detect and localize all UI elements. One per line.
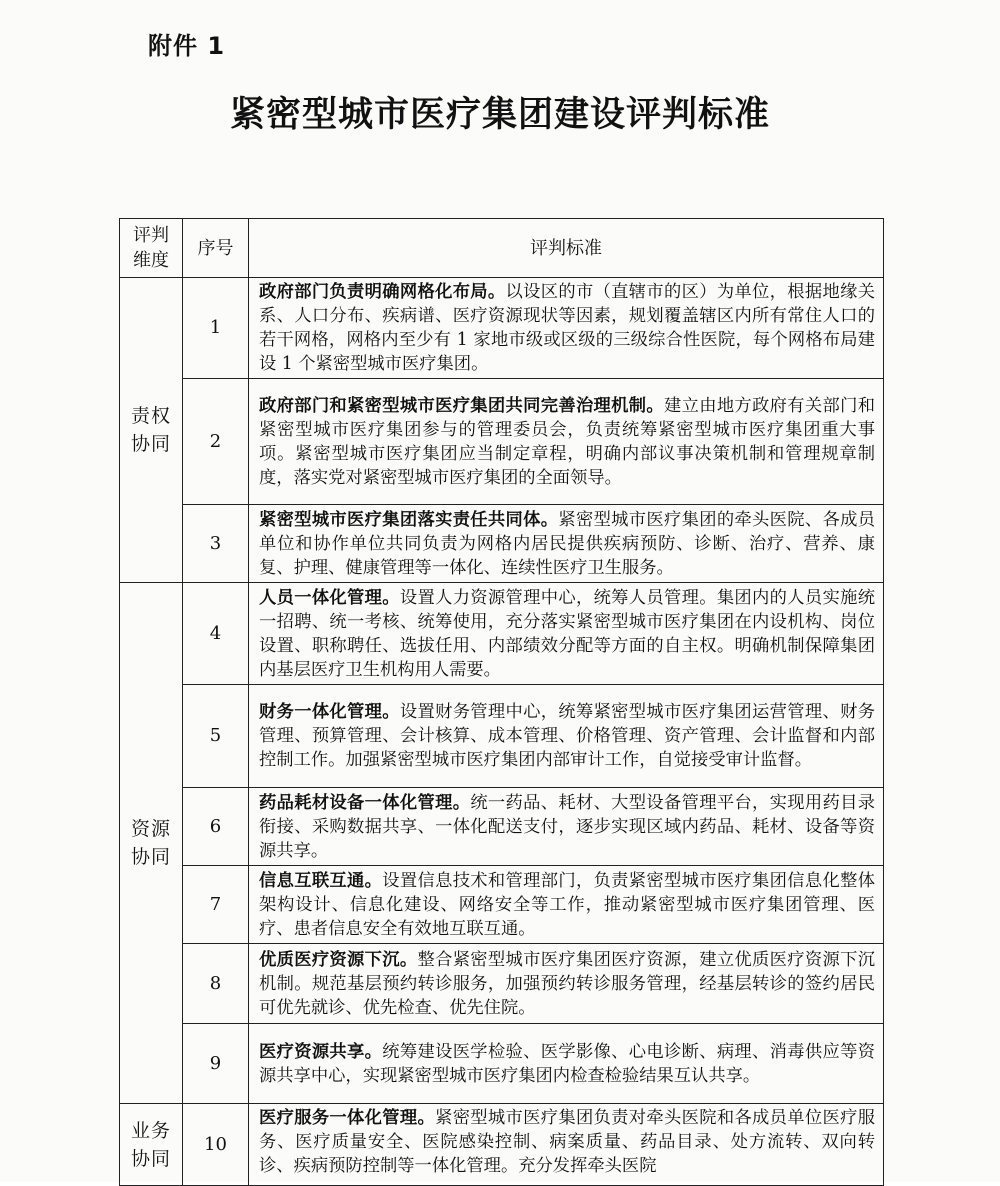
- criteria-heading: 政府部门负责明确网格化布局。: [259, 282, 506, 302]
- row-number: 1: [183, 278, 249, 379]
- evaluation-criteria-table: [119, 218, 884, 1186]
- dimension-business-label: 业务协同: [130, 1119, 171, 1170]
- criteria-text: 整合紧密型城市医疗集团医疗资源，建立优质医疗资源下沉机制。规范基层预约转诊服务，加强预约转诊服务管理，经基层转诊的签约居民可优先就诊、优先检查、优先住院。: [259, 949, 875, 1018]
- table-row: [120, 583, 884, 685]
- criteria-heading: 财务一体化管理。: [259, 702, 400, 722]
- criteria-cell: [249, 866, 884, 944]
- header-index: 序号: [183, 219, 249, 278]
- table-row: [120, 866, 884, 944]
- table-header-row: [120, 219, 884, 278]
- table-row: [120, 944, 884, 1024]
- dimension-responsibility: [120, 278, 183, 583]
- table-row: [120, 685, 884, 788]
- criteria-text: 以设区的市（直辖市的区）为单位，根据地缘关系、人口分布、疾病谱、医疗资源现状等因素，规划覆盖辖区内所有常住人口的若干网格，网格内至少有 1 家地市级或区级的三级综合性医院，每个网格布局建设 1 个紧密型城市医疗集团。: [259, 282, 875, 374]
- criteria-cell: [249, 685, 884, 788]
- criteria-cell: [249, 944, 884, 1024]
- criteria-heading: 政府部门和紧密型城市医疗集团共同完善治理机制。: [259, 395, 664, 416]
- table-row: [120, 379, 884, 505]
- criteria-text: 紧密型城市医疗集团的牵头医院、各成员单位和协作单位共同负责为网格内居民提供疾病预防、诊断、治疗、营养、康复、护理、健康管理等一体化、连续性医疗卫生服务。: [259, 509, 875, 578]
- criteria-text: 设置人力资源管理中心，统筹人员管理。集团内的人员实施统一招聘、统一考核、统筹使用，充分落实紧密型城市医疗集团在内设机构、岗位设置、职称聘任、选拔任用、内部绩效分配等方面的自主权。明确机制保障集团内基层医疗卫生机构用人需要。: [259, 587, 875, 680]
- criteria-text: 统筹建设医学检验、医学影像、心电诊断、病理、消毒供应等资源共享中心，实现紧密型城市医疗集团内检查检验结果互认共享。: [259, 1041, 875, 1086]
- criteria-heading: 人员一体化管理。: [259, 587, 400, 608]
- criteria-text: 紧密型城市医疗集团负责对牵头医院和各成员单位医疗服务、医疗质量安全、医院感染控制、病案质量、药品目录、处方流转、双向转诊、疾病预防控制等一体化管理。充分发挥牵头医院: [259, 1108, 875, 1176]
- dimension-business: [120, 1104, 183, 1186]
- criteria-heading: 医疗服务一体化管理。: [259, 1108, 436, 1128]
- criteria-cell: [249, 379, 884, 505]
- row-number: 6: [183, 788, 249, 866]
- criteria-cell: [249, 583, 884, 685]
- criteria-heading: 紧密型城市医疗集团落实责任共同体。: [259, 509, 559, 530]
- criteria-heading: 信息互联互通。: [259, 870, 383, 891]
- row-number: 8: [183, 944, 249, 1024]
- criteria-cell: [249, 788, 884, 866]
- header-criteria: 评判标准: [249, 219, 884, 278]
- criteria-text: 统一药品、耗材、大型设备管理平台，实现用药目录衔接、采购数据共享、一体化配送支付，逐步实现区域内药品、耗材、设备等资源共享。: [259, 792, 875, 861]
- row-number: 2: [183, 379, 249, 505]
- criteria-text: 设置信息技术和管理部门，负责紧密型城市医疗集团信息化整体架构设计、信息化建设、网络安全等工作，推动紧密型城市医疗集团管理、医疗、患者信息安全有效地互联互通。: [259, 870, 875, 939]
- header-dimension-label: 评判维度: [133, 225, 169, 271]
- criteria-heading: 优质医疗资源下沉。: [259, 949, 418, 970]
- dimension-resource-label: 资源协同: [130, 818, 171, 868]
- table-row: [120, 1104, 884, 1186]
- criteria-text: 建立由地方政府有关部门和紧密型城市医疗集团参与的管理委员会，负责统筹紧密型城市医疗集团重大事项。紧密型城市医疗集团应当制定章程，明确内部议事决策机制和管理规章制度，落实党对紧密型城市医疗集团的全面领导。: [259, 395, 875, 488]
- criteria-heading: 医疗资源共享。: [259, 1041, 383, 1062]
- row-number: 5: [183, 685, 249, 788]
- criteria-text: 设置财务管理中心，统筹紧密型城市医疗集团运营管理、财务管理、预算管理、会计核算、成本管理、价格管理、资产管理、会计监督和内部控制工作。加强紧密型城市医疗集团内部审计工作，自觉接受审计监督。: [259, 702, 875, 770]
- criteria-cell: [249, 1024, 884, 1104]
- table-row: [120, 278, 884, 379]
- document-title: 紧密型城市医疗集团建设评判标准: [229, 95, 770, 135]
- criteria-cell: [249, 505, 884, 583]
- row-number: 10: [183, 1104, 249, 1186]
- row-number: 9: [183, 1024, 249, 1104]
- criteria-heading: 药品耗材设备一体化管理。: [259, 792, 471, 813]
- criteria-cell: [249, 1104, 884, 1186]
- dimension-responsibility-label: 责权协同: [130, 405, 171, 455]
- table-row: [120, 1024, 884, 1104]
- row-number: 3: [183, 505, 249, 583]
- table-row: [120, 788, 884, 866]
- dimension-resource: [120, 583, 183, 1104]
- criteria-cell: [249, 278, 884, 379]
- attachment-label: 附件 1: [148, 32, 226, 60]
- table-row: [120, 505, 884, 583]
- header-dimension: [120, 219, 183, 278]
- row-number: 4: [183, 583, 249, 685]
- row-number: 7: [183, 866, 249, 944]
